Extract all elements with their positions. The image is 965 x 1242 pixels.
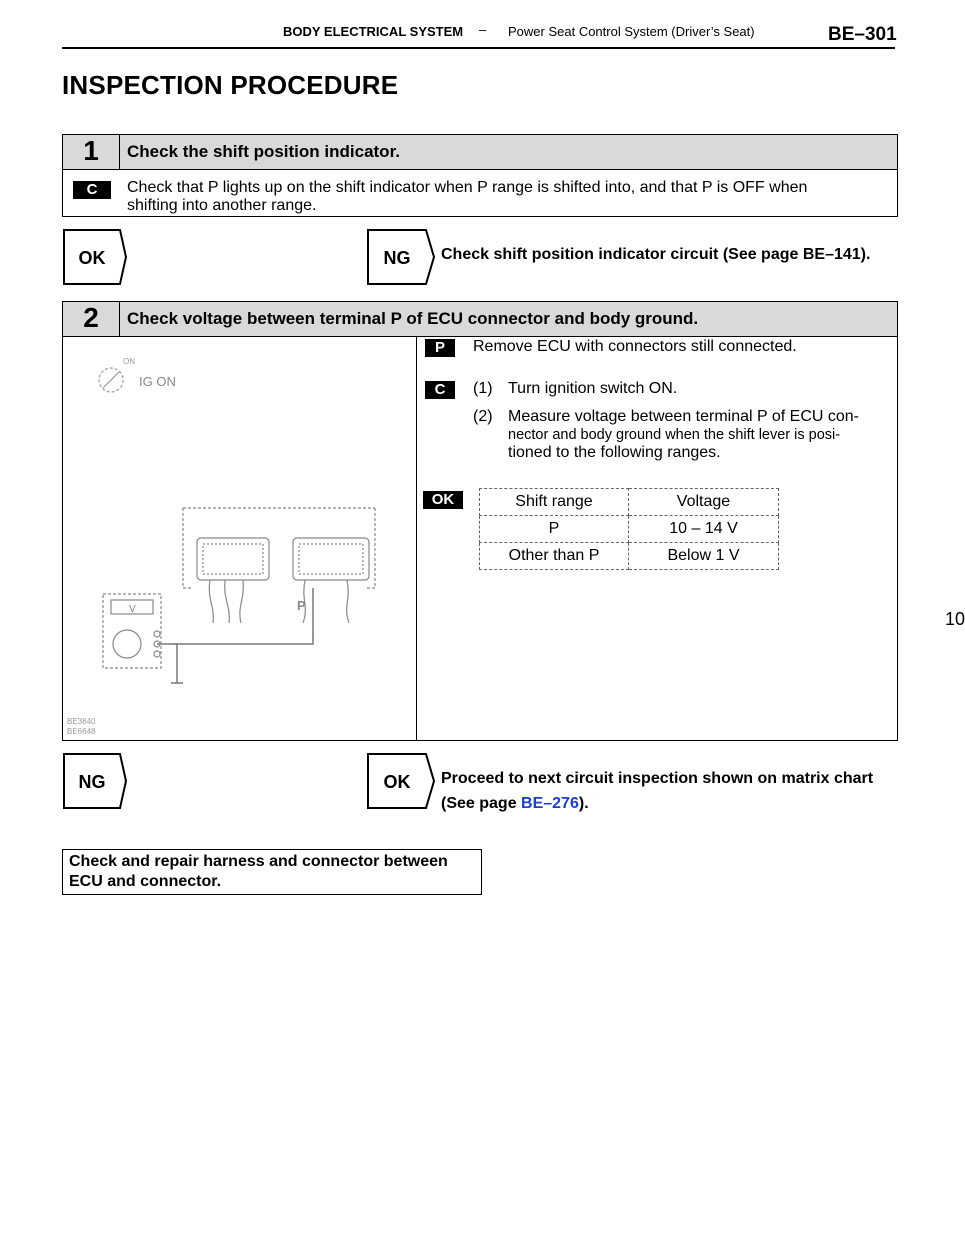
page-title: INSPECTION PROCEDURE xyxy=(62,70,399,100)
flow1-ng-arrow xyxy=(366,228,436,291)
step2-divider xyxy=(416,336,417,740)
flow1-ng-label: NG xyxy=(383,248,411,268)
flow1-ok-arrow xyxy=(62,228,128,291)
cell-voltage: 10 – 14 V xyxy=(629,516,779,543)
header-rule xyxy=(62,47,895,49)
page-link-be276[interactable]: BE–276 xyxy=(521,795,579,812)
step2-item1-text: Turn ignition switch ON. xyxy=(508,380,678,397)
voltage-table xyxy=(479,488,779,570)
ecu-diagram xyxy=(65,338,413,738)
step2-tag-p: P xyxy=(425,339,455,357)
table-row xyxy=(480,543,779,570)
flow2-ok-label: OK xyxy=(383,772,411,792)
step2-item2-num: (2) xyxy=(473,408,493,425)
see-page-prefix: (See page xyxy=(441,795,522,812)
step2-tag-c: C xyxy=(425,381,455,399)
cell-voltage: Below 1 V xyxy=(629,543,779,570)
step2-item2-line1: Measure voltage between terminal P of ECU con- xyxy=(508,408,859,425)
voltmeter-label: V xyxy=(129,604,136,615)
step2-number: 2 xyxy=(83,302,99,333)
step2-number-cell xyxy=(63,302,120,336)
diagram-code-2: BE6648 xyxy=(67,727,96,736)
flow2-ng-label: NG xyxy=(78,772,106,792)
header-section: BODY ELECTRICAL SYSTEM xyxy=(283,24,464,39)
flow2-ng-arrow xyxy=(62,752,128,815)
see-page-suffix: ). xyxy=(578,795,589,812)
flow1-ng-action: Check shift position indicator circuit (See page BE–141). xyxy=(441,246,871,263)
step2-tag-ok: OK xyxy=(423,491,463,509)
flow1-ok-label: OK xyxy=(78,248,106,268)
repair-line1: Check and repair harness and connector between xyxy=(69,853,448,870)
table-row xyxy=(480,516,779,543)
step2-prep-text: Remove ECU with connectors still connected. xyxy=(473,338,797,355)
step2-box xyxy=(62,301,898,741)
step1-number-cell xyxy=(63,135,120,169)
svg-text:ON: ON xyxy=(123,357,135,366)
flow2-ok-action-line2 xyxy=(441,795,589,813)
step1-text-line2: shifting into another range. xyxy=(127,197,317,214)
voltage-table-header xyxy=(480,489,779,516)
probe-wire xyxy=(157,588,313,683)
step2-item2-line3: tioned to the following ranges. xyxy=(508,444,721,461)
step1-text-line1: Check that P lights up on the shift indicator when P range is shifted into, and that P is OFF when xyxy=(127,179,808,196)
repair-line2: ECU and connector. xyxy=(69,873,222,890)
repair-box xyxy=(62,849,482,895)
step1-tag-c: C xyxy=(73,181,111,199)
ignition-key-icon xyxy=(99,357,135,392)
step1-number: 1 xyxy=(83,135,99,166)
flow2-ok-arrow xyxy=(366,752,436,815)
col-header-shift-range: Shift range xyxy=(480,489,629,516)
terminal-p-label: P xyxy=(297,598,306,613)
page-number: BE–301 xyxy=(828,24,897,45)
cell-shift-range: Other than P xyxy=(480,543,629,570)
side-tab-number: 10 xyxy=(945,609,965,629)
header-separator: – xyxy=(479,22,487,37)
ecu-connector-block xyxy=(183,508,375,623)
step2-item1-num: (1) xyxy=(473,380,493,397)
step2-heading: Check voltage between terminal P of ECU connector and body ground. xyxy=(127,309,699,328)
step1-heading: Check the shift position indicator. xyxy=(127,142,400,161)
ig-on-label: IG ON xyxy=(139,374,176,389)
step1-box xyxy=(62,134,898,217)
step2-item2-line2: nector and body ground when the shift lever is posi- xyxy=(508,427,841,443)
cell-shift-range: P xyxy=(480,516,629,543)
flow2-ok-action-line1: Proceed to next circuit inspection shown on matrix chart xyxy=(441,770,874,787)
diagram-code-1: BE3840 xyxy=(67,717,96,726)
header-subsection: Power Seat Control System (Driver’s Seat) xyxy=(508,24,755,39)
col-header-voltage: Voltage xyxy=(629,489,779,516)
